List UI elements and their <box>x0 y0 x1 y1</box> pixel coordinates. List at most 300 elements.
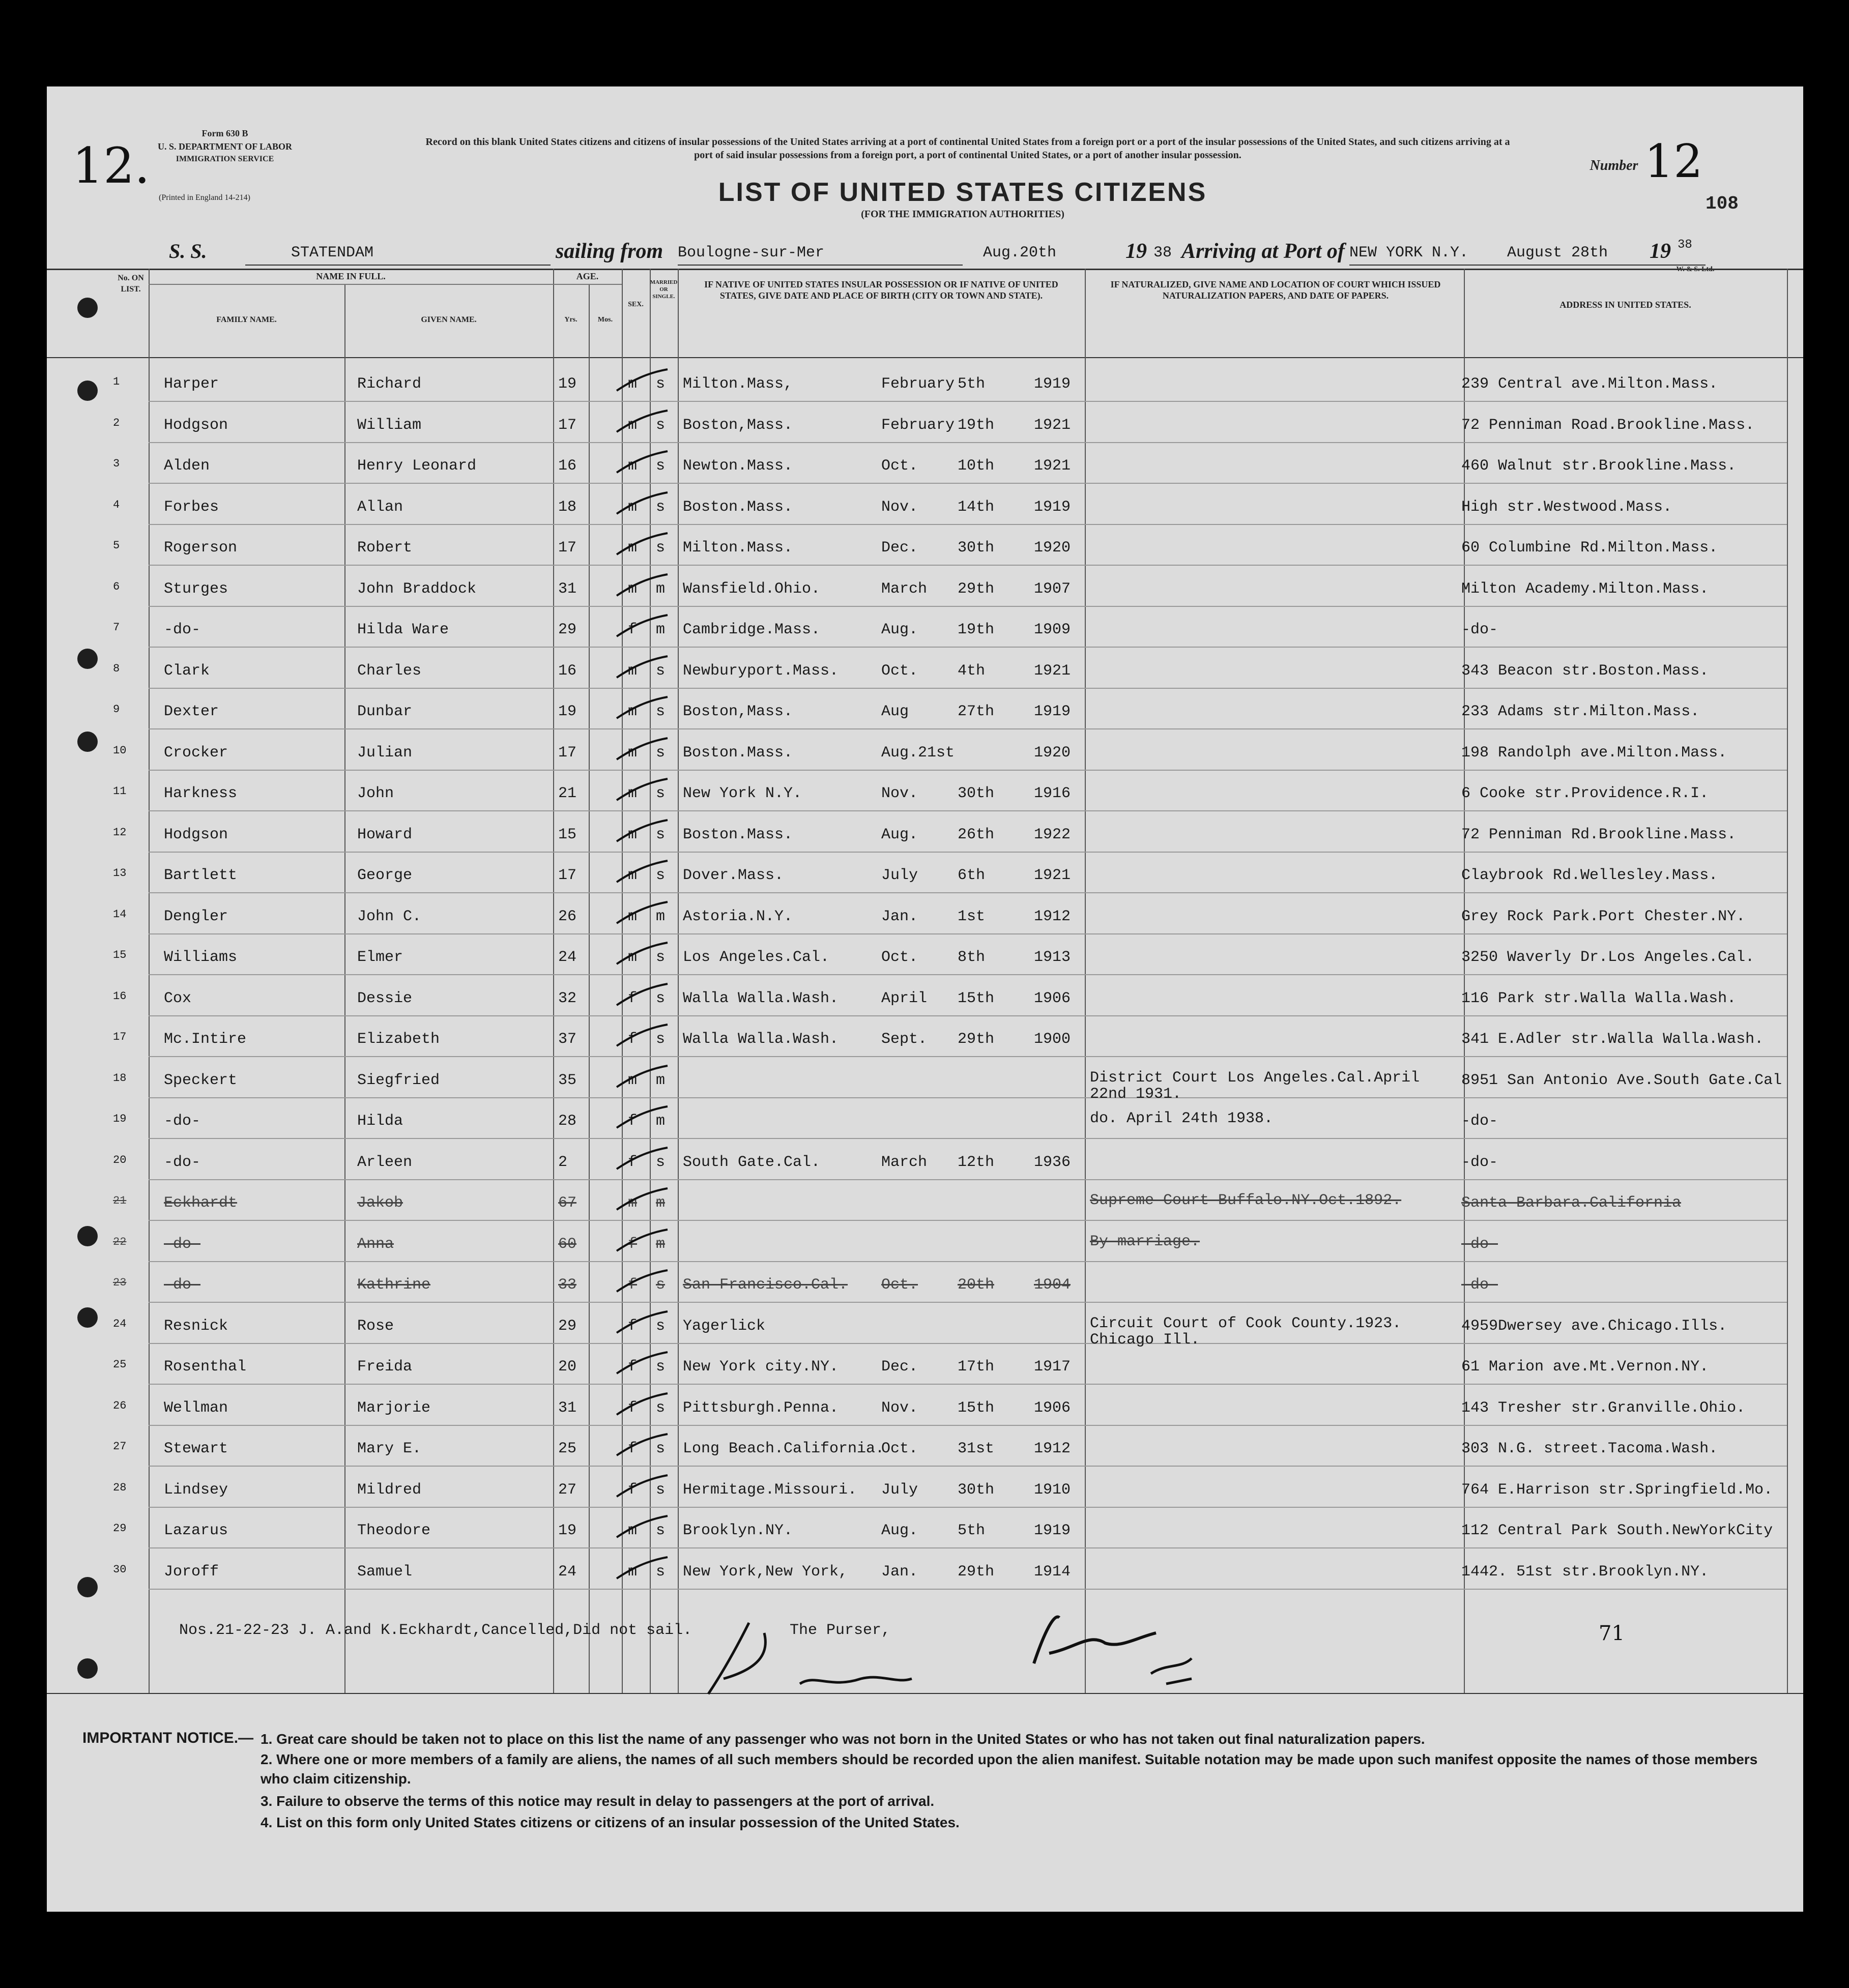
birth-place: Brooklyn.NY. <box>683 1522 793 1539</box>
naturalization: By marriage. <box>1090 1233 1200 1250</box>
given-name: Theodore <box>357 1522 431 1539</box>
marital-status: s <box>656 744 666 762</box>
us-address: -do- <box>1461 1153 1498 1171</box>
form-number: Form 630 B <box>201 128 248 138</box>
family-name: Wellman <box>164 1399 228 1417</box>
notice-item: 4. List on this form only United States citizens or citizens of an insular possession of the United States. <box>261 1815 960 1830</box>
row-rule <box>149 1220 1787 1221</box>
us-address: 72 Penniman Rd.Brookline.Mass. <box>1461 826 1737 843</box>
row-rule <box>149 647 1787 648</box>
sex: f <box>628 1113 638 1130</box>
given-name: Kathrine <box>357 1276 431 1294</box>
age-years: 18 <box>558 498 577 516</box>
sex: m <box>628 539 638 557</box>
family-name: Hodgson <box>164 416 228 434</box>
check-mark-stroke <box>612 1553 673 1584</box>
row-number: 11 <box>113 785 127 798</box>
birth-day: 6th <box>958 867 986 884</box>
birth-year: 1920 <box>1034 744 1071 762</box>
given-name: John Braddock <box>357 580 477 598</box>
sex: m <box>628 785 638 802</box>
row-rule <box>149 1343 1787 1344</box>
family-name: Dexter <box>164 703 219 720</box>
birth-year: 1909 <box>1034 621 1071 638</box>
naturalization: District Court Los Angeles.Cal.April 22nd 1931. <box>1090 1069 1420 1103</box>
departure-port: Boulogne-sur-Mer <box>678 244 825 261</box>
birth-month: April <box>881 989 928 1007</box>
row-rule <box>149 770 1787 771</box>
family-name: Speckert <box>164 1071 238 1089</box>
birth-day: 5th <box>958 375 986 393</box>
family-name: Harkness <box>164 785 238 802</box>
row-rule <box>149 688 1787 689</box>
row-rule <box>149 606 1787 607</box>
birth-day: 26th <box>958 826 995 843</box>
given-name: Howard <box>357 826 413 843</box>
us-address: -do- <box>1461 1113 1498 1130</box>
birth-year: 1919 <box>1034 498 1071 516</box>
row-number: 4 <box>113 498 120 511</box>
age-years: 19 <box>558 375 577 393</box>
family-name: Dengler <box>164 908 228 925</box>
row-rule <box>149 892 1787 893</box>
birth-year: 1922 <box>1034 826 1071 843</box>
birth-place: Long Beach.California. <box>683 1440 885 1457</box>
marital-status: s <box>656 416 666 434</box>
sex: f <box>628 1235 638 1253</box>
sex: f <box>628 989 638 1007</box>
row-rule <box>149 1138 1787 1139</box>
given-name: Siegfried <box>357 1071 440 1089</box>
birth-place: Astoria.N.Y. <box>683 908 793 925</box>
sex: m <box>628 1522 638 1539</box>
row-rule <box>149 1261 1787 1262</box>
row-rule <box>149 1384 1787 1385</box>
check-mark-stroke <box>612 939 673 969</box>
birth-year: 1906 <box>1034 989 1071 1007</box>
given-name: Charles <box>357 662 422 680</box>
arrival-date: August 28th <box>1507 244 1608 261</box>
row-number: 2 <box>113 416 120 429</box>
naturalization: Circuit Court of Cook County.1923. Chicago Ill. <box>1090 1314 1402 1349</box>
us-address: 143 Tresher str.Granville.Ohio. <box>1461 1399 1746 1417</box>
service-name: IMMIGRATION SERVICE <box>176 155 274 163</box>
age-years: 17 <box>558 539 577 557</box>
row-number: 27 <box>113 1440 127 1453</box>
row-rule <box>149 524 1787 525</box>
stamp-number: 108 <box>1706 193 1739 214</box>
sex: f <box>628 621 638 638</box>
age-years: 37 <box>558 1031 577 1048</box>
age-years: 17 <box>558 867 577 884</box>
family-name: Lazarus <box>164 1522 228 1539</box>
ship-name: STATENDAM <box>291 244 374 261</box>
birth-year: 1936 <box>1034 1153 1071 1171</box>
us-address: 8951 San Antonio Ave.South Gate.Cal <box>1461 1071 1782 1089</box>
purser-label: The Purser, <box>790 1622 891 1639</box>
row-number: 12 <box>113 826 127 839</box>
family-name: Hodgson <box>164 826 228 843</box>
notice-item: 1. Great care should be taken not to place on this list the name of any passenger who was not born in the United States or who has not taken out final naturalization papers. <box>261 1731 1425 1747</box>
given-name: John C. <box>357 908 422 925</box>
birth-month: Dec. <box>881 539 918 557</box>
sex: f <box>628 1481 638 1499</box>
marital-status: s <box>656 867 666 884</box>
row-number: 20 <box>113 1153 127 1166</box>
check-mark-stroke <box>612 1471 673 1502</box>
marital-status: m <box>656 1194 666 1212</box>
marital-status: s <box>656 375 666 393</box>
birth-month: Jan. <box>881 908 918 925</box>
sex: m <box>628 498 638 516</box>
check-mark-stroke <box>612 1020 673 1051</box>
check-mark-stroke <box>612 1062 673 1092</box>
row-number: 14 <box>113 908 127 921</box>
birth-day: 15th <box>958 1399 995 1417</box>
age-years: 31 <box>558 580 577 598</box>
row-number: 25 <box>113 1358 127 1371</box>
given-name: Hilda Ware <box>357 621 449 638</box>
sex: f <box>628 1399 638 1417</box>
departure-year: 38 <box>1153 244 1172 261</box>
age-years: 35 <box>558 1071 577 1089</box>
row-number: 29 <box>113 1522 127 1535</box>
marital-status: s <box>656 1317 666 1335</box>
birth-month: Aug. <box>881 1522 918 1539</box>
row-number: 26 <box>113 1399 127 1412</box>
marital-status: s <box>656 1481 666 1499</box>
us-address: 6 Cooke str.Providence.R.I. <box>1461 785 1709 802</box>
sailing-label: sailing from <box>556 240 663 263</box>
record-count: 71 <box>1599 1622 1625 1645</box>
check-mark-stroke <box>612 1266 673 1297</box>
birth-year: 1912 <box>1034 908 1071 925</box>
row-rule <box>149 442 1787 443</box>
check-mark-stroke <box>612 488 673 519</box>
birth-year: 1921 <box>1034 457 1071 475</box>
row-rule <box>149 1547 1787 1548</box>
check-mark-stroke <box>612 734 673 765</box>
given-name: Henry Leonard <box>357 457 477 475</box>
row-number: 7 <box>113 621 120 634</box>
birth-day: 12th <box>958 1153 995 1171</box>
birth-place: Pittsburgh.Penna. <box>683 1399 839 1417</box>
birth-place: Walla Walla.Wash. <box>683 989 839 1007</box>
given-name: George <box>357 867 413 884</box>
form-instruction: Record on this blank United States citizens and citizens of insular possessions of the United States arriving at a port of continental United States from a foreign port or a port of the insular possessions of the United States, and such citizens arriving at a port of said insular possessions from a foreign port, a port of continental United States, or a port of another insular possession. <box>425 136 1510 161</box>
check-mark-stroke <box>612 406 673 437</box>
header-age: AGE. <box>576 271 599 281</box>
us-address: 60 Columbine Rd.Milton.Mass. <box>1461 539 1718 557</box>
birth-place: Boston,Mass. <box>683 416 793 434</box>
birth-year: 1900 <box>1034 1031 1071 1048</box>
birth-year: 1920 <box>1034 539 1071 557</box>
marital-status: m <box>656 621 666 638</box>
cancellation-note: Nos.21-22-23 J. A.and K.Eckhardt,Cancelled,Did not sail. <box>179 1622 692 1639</box>
sex: f <box>628 1440 638 1457</box>
row-number: 16 <box>113 989 127 1003</box>
row-number: 1 <box>113 375 120 388</box>
sex: m <box>628 867 638 884</box>
given-name: Mildred <box>357 1481 422 1499</box>
birth-day: 4th <box>958 662 986 680</box>
row-rule <box>149 1507 1787 1508</box>
header-no: No. ON LIST. <box>118 274 144 294</box>
departure-date: Aug.20th <box>983 244 1057 261</box>
birth-place: Milton.Mass. <box>683 539 793 557</box>
age-years: 20 <box>558 1358 577 1376</box>
given-name: Dunbar <box>357 703 413 720</box>
birth-year: 1916 <box>1034 785 1071 802</box>
birth-place: Los Angeles.Cal. <box>683 949 830 966</box>
birth-year: 1919 <box>1034 1522 1071 1539</box>
marital-status: s <box>656 703 666 720</box>
us-address: 3250 Waverly Dr.Los Angeles.Cal. <box>1461 949 1755 966</box>
form-title: LIST OF UNITED STATES CITIZENS <box>718 178 1207 207</box>
birth-year: 1907 <box>1034 580 1071 598</box>
header-family-name: FAMILY NAME. <box>216 315 277 324</box>
purser-signature <box>647 1602 1258 1714</box>
marital-status: s <box>656 1358 666 1376</box>
row-rule <box>149 852 1787 853</box>
given-name: Mary E. <box>357 1440 422 1457</box>
family-name: Williams <box>164 949 238 966</box>
birth-month: Aug. <box>881 826 918 843</box>
header-sex: SEX. <box>628 301 644 308</box>
given-name: Freida <box>357 1358 413 1376</box>
family-name: Rosenthal <box>164 1358 247 1376</box>
check-mark-stroke <box>612 611 673 641</box>
arriving-label: Arriving at Port of <box>1181 240 1345 263</box>
row-rule <box>149 974 1787 975</box>
birth-day: 14th <box>958 498 995 516</box>
us-address: 61 Marion ave.Mt.Vernon.NY. <box>1461 1358 1709 1376</box>
birth-year: 1914 <box>1034 1563 1071 1581</box>
us-address: 343 Beacon str.Boston.Mass. <box>1461 662 1709 680</box>
check-mark-stroke <box>612 857 673 887</box>
us-address: High str.Westwood.Mass. <box>1461 498 1672 516</box>
age-years: 16 <box>558 662 577 680</box>
binder-hole <box>77 1307 98 1328</box>
birth-day: 29th <box>958 1031 995 1048</box>
family-name: Harper <box>164 375 219 393</box>
naturalization: Supreme Court Buffalo.NY.Oct.1892. <box>1090 1192 1402 1209</box>
binder-hole <box>77 1658 98 1679</box>
row-rule <box>149 1056 1787 1057</box>
manifest-sheet <box>47 86 1803 1912</box>
given-name: Samuel <box>357 1563 413 1581</box>
birth-month: July <box>881 867 918 884</box>
row-number: 22 <box>113 1235 127 1248</box>
given-name: Robert <box>357 539 413 557</box>
birth-month: Nov. <box>881 1399 918 1417</box>
age-years: 16 <box>558 457 577 475</box>
birth-day: 30th <box>958 539 995 557</box>
birth-year: 1921 <box>1034 867 1071 884</box>
notice-title: IMPORTANT NOTICE.— <box>82 1730 254 1746</box>
sex: m <box>628 416 638 434</box>
row-rule <box>149 728 1787 729</box>
birth-day: 31st <box>958 1440 995 1457</box>
family-name: -do- <box>164 1113 201 1130</box>
sex: m <box>628 1071 638 1089</box>
marital-status: s <box>656 1399 666 1417</box>
birth-place: Boston.Mass. <box>683 498 793 516</box>
check-mark-stroke <box>612 529 673 560</box>
birth-month: Oct. <box>881 457 918 475</box>
us-address: -do- <box>1461 1276 1498 1294</box>
naturalization: do. April 24th 1938. <box>1090 1110 1274 1127</box>
header-months: Mos. <box>597 316 613 324</box>
row-number: 6 <box>113 580 120 593</box>
check-mark-stroke <box>612 652 673 683</box>
birth-year: 1910 <box>1034 1481 1071 1499</box>
age-years: 15 <box>558 826 577 843</box>
row-rule <box>149 1097 1787 1098</box>
row-number: 5 <box>113 539 120 552</box>
birth-month: Aug <box>881 703 909 720</box>
binder-hole <box>77 1226 98 1246</box>
age-years: 24 <box>558 1563 577 1581</box>
departure-year-prefix: 19 <box>1125 240 1147 263</box>
birth-month: February <box>881 375 955 393</box>
given-name: Arleen <box>357 1153 413 1171</box>
birth-month: February <box>881 416 955 434</box>
sex: f <box>628 1276 638 1294</box>
marital-status: s <box>656 1522 666 1539</box>
row-rule <box>149 565 1787 566</box>
birth-day: 5th <box>958 1522 986 1539</box>
check-mark-stroke <box>612 1184 673 1215</box>
age-years: 33 <box>558 1276 577 1294</box>
birth-month: Oct. <box>881 662 918 680</box>
family-name: Forbes <box>164 498 219 516</box>
us-address: Claybrook Rd.Wellesley.Mass. <box>1461 867 1718 884</box>
marital-status: s <box>656 1153 666 1171</box>
marital-status: s <box>656 1563 666 1581</box>
family-name: Resnick <box>164 1317 228 1335</box>
age-years: 67 <box>558 1194 577 1212</box>
birth-year: 1921 <box>1034 662 1071 680</box>
birth-place: San Francisco.Cal. <box>683 1276 848 1294</box>
birth-day: 29th <box>958 580 995 598</box>
age-years: 24 <box>558 949 577 966</box>
binder-hole <box>77 649 98 669</box>
row-rule <box>149 933 1787 934</box>
sex: f <box>628 1031 638 1048</box>
us-address: 198 Randolph ave.Milton.Mass. <box>1461 744 1727 762</box>
birth-place: Cambridge.Mass. <box>683 621 821 638</box>
birth-place: Hermitage.Missouri. <box>683 1481 857 1499</box>
us-address: Grey Rock Park.Port Chester.NY. <box>1461 908 1746 925</box>
ss-label: S. S. <box>169 240 207 262</box>
sex: m <box>628 580 638 598</box>
row-rule <box>149 1466 1787 1467</box>
family-name: Sturges <box>164 580 228 598</box>
age-years: 19 <box>558 1522 577 1539</box>
birth-month: July <box>881 1481 918 1499</box>
number-label: Number <box>1590 158 1638 173</box>
family-name: Rogerson <box>164 539 238 557</box>
birth-year: 1919 <box>1034 375 1071 393</box>
row-rule <box>149 1589 1787 1590</box>
us-address: -do- <box>1461 621 1498 638</box>
birth-year: 1917 <box>1034 1358 1071 1376</box>
family-name: -do- <box>164 1153 201 1171</box>
family-name: Crocker <box>164 744 228 762</box>
family-name: Bartlett <box>164 867 238 884</box>
sex: m <box>628 826 638 843</box>
birth-place: Dover.Mass. <box>683 867 784 884</box>
check-mark-stroke <box>612 898 673 928</box>
given-name: John <box>357 785 394 802</box>
given-name: Dessie <box>357 989 413 1007</box>
check-mark-stroke <box>612 1348 673 1379</box>
us-address: 116 Park str.Walla Walla.Wash. <box>1461 989 1737 1007</box>
birth-month: Oct. <box>881 1276 918 1294</box>
row-number: 30 <box>113 1563 127 1576</box>
marital-status: s <box>656 785 666 802</box>
birth-year: 1919 <box>1034 703 1071 720</box>
birth-place: Newburyport.Mass. <box>683 662 839 680</box>
family-name: Stewart <box>164 1440 228 1457</box>
age-years: 29 <box>558 621 577 638</box>
age-years: 2 <box>558 1153 568 1171</box>
birth-year: 1906 <box>1034 1399 1071 1417</box>
birth-place: Walla Walla.Wash. <box>683 1031 839 1048</box>
birth-day: 27th <box>958 703 995 720</box>
arrival-port: NEW YORK N.Y. <box>1349 244 1469 261</box>
binder-hole <box>77 298 98 318</box>
sex: f <box>628 1358 638 1376</box>
marital-status: m <box>656 580 666 598</box>
header-married-single: MARRIED OR SINGLE. <box>650 279 678 300</box>
check-mark-stroke <box>612 1512 673 1542</box>
marital-status: s <box>656 662 666 680</box>
marital-status: s <box>656 1440 666 1457</box>
row-number: 17 <box>113 1031 127 1043</box>
age-years: 60 <box>558 1235 577 1253</box>
given-name: Jakob <box>357 1194 403 1212</box>
header-name-in-full: NAME IN FULL. <box>316 271 386 281</box>
marital-status: s <box>656 989 666 1007</box>
marital-status: s <box>656 826 666 843</box>
birth-year: 1904 <box>1034 1276 1071 1294</box>
marital-status: m <box>656 908 666 925</box>
birth-year: 1912 <box>1034 1440 1071 1457</box>
family-name: -do- <box>164 621 201 638</box>
check-mark-stroke <box>612 447 673 478</box>
us-address: 4959Dwersey ave.Chicago.Ills. <box>1461 1317 1727 1335</box>
family-name: -do- <box>164 1276 201 1294</box>
row-rule <box>149 1425 1787 1426</box>
birth-place: New York N.Y. <box>683 785 802 802</box>
birth-place: Milton.Mass, <box>683 375 793 393</box>
us-address: 239 Central ave.Milton.Mass. <box>1461 375 1718 393</box>
age-years: 25 <box>558 1440 577 1457</box>
check-mark-stroke <box>612 1430 673 1460</box>
birth-day: 30th <box>958 1481 995 1499</box>
row-number: 18 <box>113 1071 127 1085</box>
sex: m <box>628 703 638 720</box>
birth-place: Boston,Mass. <box>683 703 793 720</box>
birth-place: New York,New York, <box>683 1563 848 1581</box>
birth-place: Boston.Mass. <box>683 744 793 762</box>
row-rule <box>149 1302 1787 1303</box>
age-years: 26 <box>558 908 577 925</box>
family-name: -do- <box>164 1235 201 1253</box>
birth-place: New York city.NY. <box>683 1358 839 1376</box>
